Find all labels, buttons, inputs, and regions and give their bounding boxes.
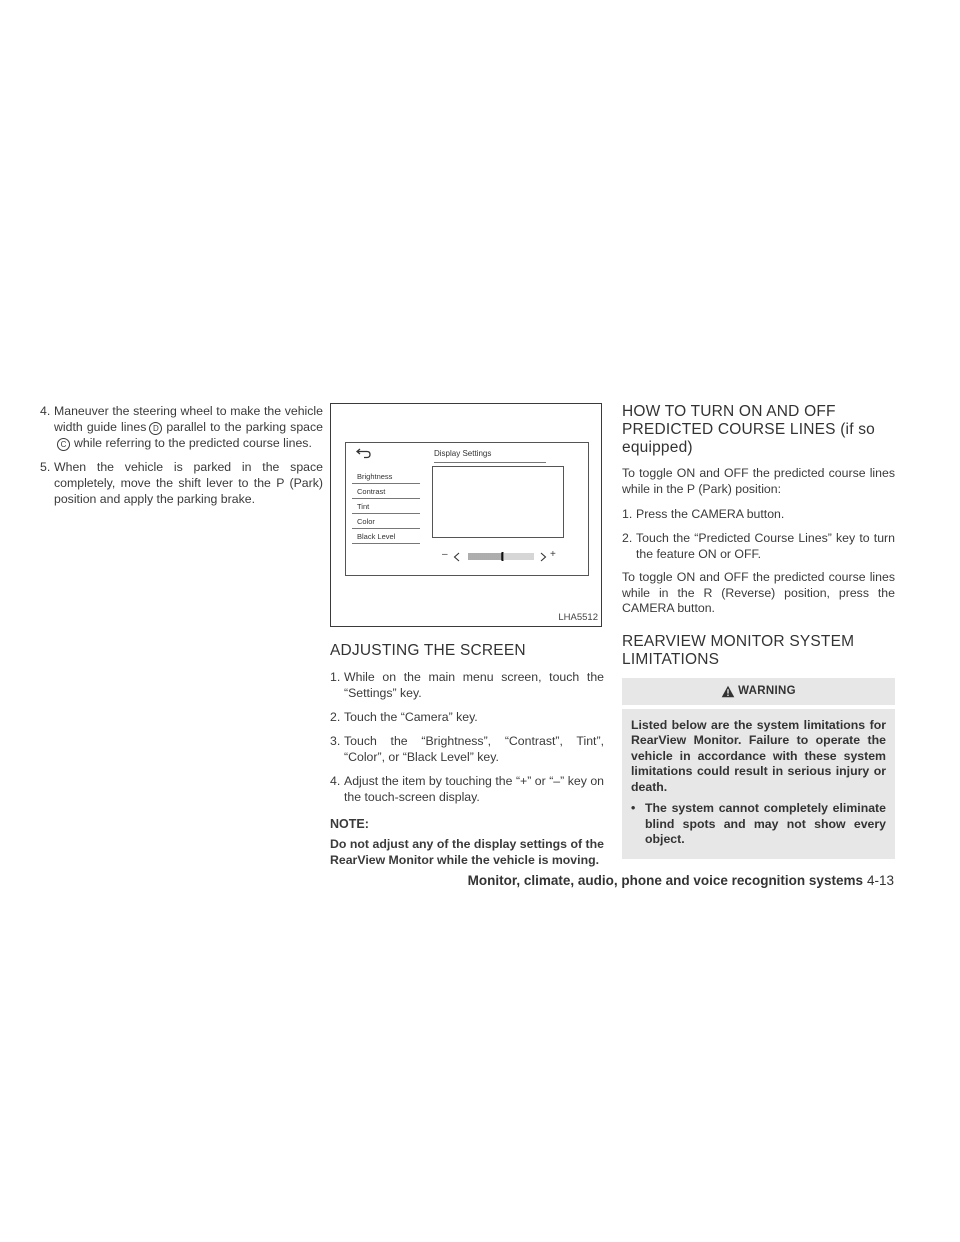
menu-brightness: Brightness	[352, 469, 420, 484]
adjustment-slider	[442, 549, 562, 565]
warning-triangle-icon	[721, 685, 735, 698]
left-column	[40, 403, 323, 515]
page-footer	[468, 873, 894, 888]
adjust-step-2: 2. Touch the “Camera” key.	[330, 710, 478, 724]
course-intro: To toggle ON and OFF the predicted course lines while in the P (Park) position:	[622, 466, 895, 496]
chevron-left-icon	[453, 552, 460, 562]
note-text: Do not adjust any of the display settings of the RearView Monitor while the vehicle is moving.	[330, 837, 604, 867]
marker-c: C	[57, 438, 70, 451]
warning-header	[622, 678, 895, 705]
warning-label: WARNING	[738, 685, 796, 697]
marker-d: D	[149, 422, 162, 435]
middle-column	[330, 403, 604, 868]
note-heading: NOTE:	[330, 817, 369, 831]
adjust-step-3: 3. Touch the “Brightness”, “Contrast”, Tint”, “Color”, or “Black Level” key.	[330, 734, 604, 764]
step-4-steering: 4. Maneuver the steering wheel to make the vehicle width guide lines D parallel to the parking spaceC while referring to the predicted course lines.	[40, 404, 323, 450]
adjust-step-4: 4. Adjust the item by touching the “+” or “–” key on the touch-screen display.	[330, 774, 604, 804]
minus-key: –	[442, 549, 448, 560]
course-step-1: 1. Press the CAMERA button.	[622, 507, 785, 521]
screen-illustration	[345, 442, 589, 576]
footer-section-title: Monitor, climate, audio, phone and voice recognition systems	[467, 873, 863, 888]
menu-color: Color	[352, 514, 420, 529]
display-settings-title: Display Settings	[434, 449, 492, 458]
level-ticks	[468, 552, 536, 561]
menu-black-level: Black Level	[352, 529, 420, 544]
course-step-2: 2. Touch the “Predicted Course Lines” key to turn the feature ON or OFF.	[622, 531, 895, 561]
display-settings-figure	[330, 403, 602, 627]
course-lines-heading: HOW TO TURN ON AND OFF PREDICTED COURSE LINES (if so equipped)	[622, 403, 875, 456]
menu-contrast: Contrast	[352, 484, 420, 499]
limitations-heading: REARVIEW MONITOR SYSTEM LIMITATIONS	[622, 632, 855, 668]
title-divider	[434, 462, 546, 463]
plus-key: +	[550, 549, 556, 560]
adjusting-screen-heading: ADJUSTING THE SCREEN	[330, 642, 526, 659]
step-5-park: 5. When the vehicle is parked in the space completely, move the shift lever to the P (Park) position and apply the parking brake.	[40, 460, 323, 506]
menu-tint: Tint	[352, 499, 420, 514]
warning-text: Listed below are the system limitations for RearView Monitor. Failure to operate the vehicle in accordance with these system limitations could result in serious injury or death.	[631, 717, 886, 794]
warning-box	[622, 678, 895, 859]
back-arrow-icon	[356, 447, 372, 459]
course-reverse-text: To toggle ON and OFF the predicted course lines while in the R (Reverse) position, press the CAMERA button.	[622, 570, 895, 615]
camera-preview-area	[432, 466, 564, 538]
figure-label: LHA5512	[558, 612, 598, 623]
right-column	[622, 403, 895, 859]
chevron-right-icon	[540, 552, 547, 562]
warning-body	[622, 709, 895, 859]
warning-bullet-item: • The system cannot completely eliminate blind spots and may not show every object.	[631, 801, 886, 846]
page-number: 4-13	[866, 873, 894, 888]
adjust-step-1: 1. While on the main menu screen, touch the “Settings” key.	[330, 670, 604, 700]
